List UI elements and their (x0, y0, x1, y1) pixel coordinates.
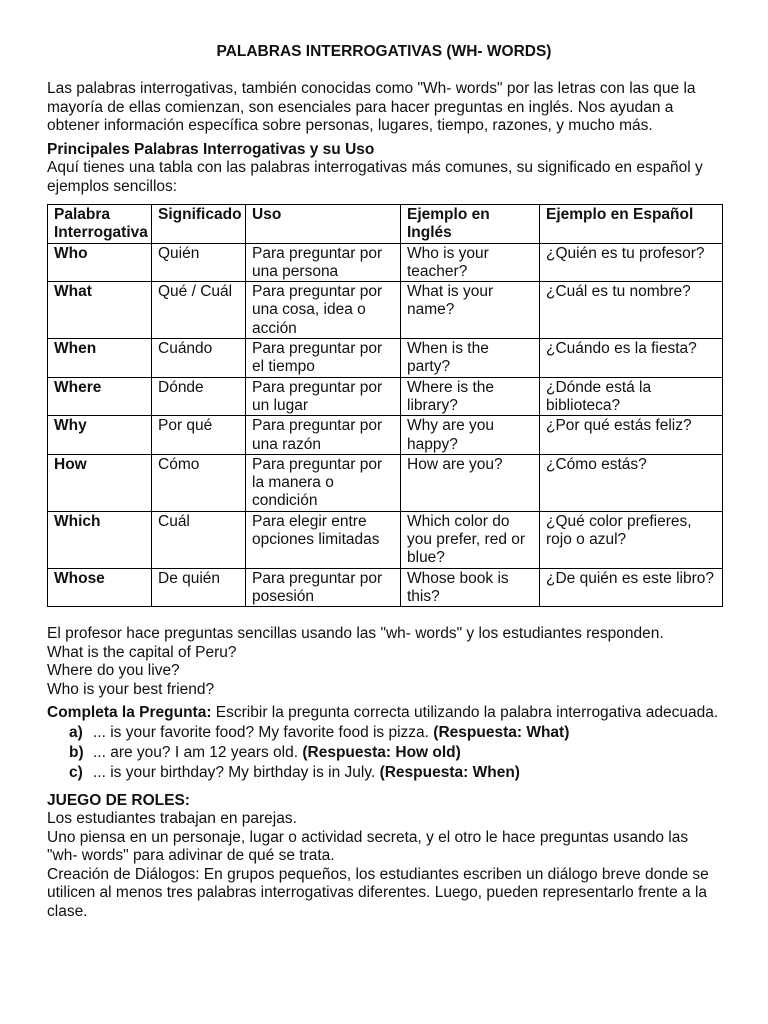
cell-meaning: Cuándo (152, 339, 246, 378)
cell-example-es: ¿Cuándo es la fiesta? (540, 339, 723, 378)
cell-meaning: De quién (152, 568, 246, 607)
intro-paragraph: Las palabras interrogativas, también conocidas como "Wh- words" por las letras con las que la mayoría de ellas comienzan, son esenciales para hacer preguntas en inglés. Nos ayudan a obtener información específica sobre personas, lugares, tiempo, razones, y mucho más. (47, 80, 696, 134)
header-uso: Uso (246, 205, 401, 244)
table-row (48, 511, 723, 568)
cell-example-es: ¿Quién es tu profesor? (540, 243, 723, 282)
question-line: What is the capital of Peru? (47, 643, 237, 661)
item-text: ... is your favorite food? My favorite food is pizza. (93, 723, 434, 741)
roles-line: Uno piensa en un personaje, lugar o actividad secreta, y el otro le hace preguntas usando las (47, 828, 689, 846)
cell-meaning: Dónde (152, 377, 246, 416)
cell-meaning: Qué / Cuál (152, 282, 246, 339)
header-palabra: Palabra Interrogativa (48, 205, 152, 244)
teacher-intro: El profesor hace preguntas sencillas usando las "wh- words" y los estudiantes responden. (47, 625, 664, 643)
item-text: ... are you? I am 12 years old. (93, 743, 303, 761)
roles-heading: JUEGO DE ROLES: (47, 791, 190, 809)
item-answer: (Respuesta: How old) (302, 743, 461, 761)
list-item (69, 743, 721, 763)
table-row (48, 568, 723, 607)
item-answer: (Respuesta: When) (379, 763, 520, 781)
cell-word: How (48, 454, 152, 511)
roles-line: Los estudiantes trabajan en parejas. (47, 810, 297, 828)
cell-example-en: Whose book is this? (401, 568, 540, 607)
wh-words-table (47, 204, 723, 607)
cell-meaning: Quién (152, 243, 246, 282)
table-row (48, 339, 723, 378)
complete-text: Escribir la pregunta correcta utilizando la palabra interrogativa adecuada. (211, 704, 719, 722)
cell-word: When (48, 339, 152, 378)
cell-usage: Para preguntar por el tiempo (246, 339, 401, 378)
role-play-section (47, 792, 721, 922)
cell-usage: Para preguntar por la manera o condición (246, 454, 401, 511)
cell-example-en: How are you? (401, 454, 540, 511)
item-marker: b) (69, 743, 84, 761)
cell-usage: Para preguntar por una cosa, idea o acción (246, 282, 401, 339)
question-line: Where do you live? (47, 662, 180, 680)
item-marker: a) (69, 723, 83, 741)
header-significado: Significado (152, 205, 246, 244)
cell-example-es: ¿Cómo estás? (540, 454, 723, 511)
teacher-questions (47, 625, 721, 699)
complete-label: Completa la Pregunta: (47, 704, 212, 722)
cell-example-en: What is your name? (401, 282, 540, 339)
page-title: PALABRAS INTERROGATIVAS (WH- WORDS) (216, 43, 552, 60)
section-heading: Principales Palabras Interrogativas y su Uso (47, 140, 375, 158)
cell-meaning: Por qué (152, 416, 246, 455)
cell-example-es: ¿De quién es este libro? (540, 568, 723, 607)
cell-word: What (48, 282, 152, 339)
cell-example-en: Where is the library? (401, 377, 540, 416)
header-ejemplo-espanol: Ejemplo en Español (540, 205, 723, 244)
cell-meaning: Cuál (152, 511, 246, 568)
question-line: Who is your best friend? (47, 680, 215, 698)
cell-usage: Para preguntar por posesión (246, 568, 401, 607)
cell-word: Why (48, 416, 152, 455)
table-header-row (48, 205, 723, 244)
roles-line: "wh- words" para adivinar de qué se trata. (47, 847, 335, 865)
cell-example-es: ¿Qué color prefieres, rojo o azul? (540, 511, 723, 568)
header-ejemplo-ingles: Ejemplo en Inglés (401, 205, 540, 244)
cell-example-en: When is the party? (401, 339, 540, 378)
table-row (48, 282, 723, 339)
complete-instruction (47, 704, 721, 723)
cell-word: Where (48, 377, 152, 416)
cell-example-en: Who is your teacher? (401, 243, 540, 282)
item-text: ... is your birthday? My birthday is in July. (93, 763, 380, 781)
section-text: Aquí tienes una tabla con las palabras interrogativas más comunes, su significado en español y ejemplos sencillos: (47, 159, 703, 195)
cell-usage: Para preguntar por una persona (246, 243, 401, 282)
cell-usage: Para preguntar por una razón (246, 416, 401, 455)
dialogs-paragraph: Creación de Diálogos: En grupos pequeños, los estudiantes escriben un diálogo breve donde se utilicen al menos tres palabras interrogativas diferentes. Luego, pueden representarlo frente a la clase. (47, 865, 709, 920)
cell-example-en: Why are you happy? (401, 416, 540, 455)
cell-meaning: Cómo (152, 454, 246, 511)
cell-example-es: ¿Por qué estás feliz? (540, 416, 723, 455)
table-row (48, 243, 723, 282)
cell-word: Who (48, 243, 152, 282)
list-item (69, 763, 721, 783)
cell-usage: Para preguntar por un lugar (246, 377, 401, 416)
cell-usage: Para elegir entre opciones limitadas (246, 511, 401, 568)
cell-example-en: Which color do you prefer, red or blue? (401, 511, 540, 568)
cell-word: Which (48, 511, 152, 568)
table-row (48, 416, 723, 455)
list-item (69, 723, 721, 743)
table-row (48, 454, 723, 511)
table-row (48, 377, 723, 416)
cell-example-es: ¿Cuál es tu nombre? (540, 282, 723, 339)
cell-word: Whose (48, 568, 152, 607)
cell-example-es: ¿Dónde está la biblioteca? (540, 377, 723, 416)
item-marker: c) (69, 763, 83, 781)
exercise-list (47, 723, 721, 783)
item-answer: (Respuesta: What) (433, 723, 570, 741)
